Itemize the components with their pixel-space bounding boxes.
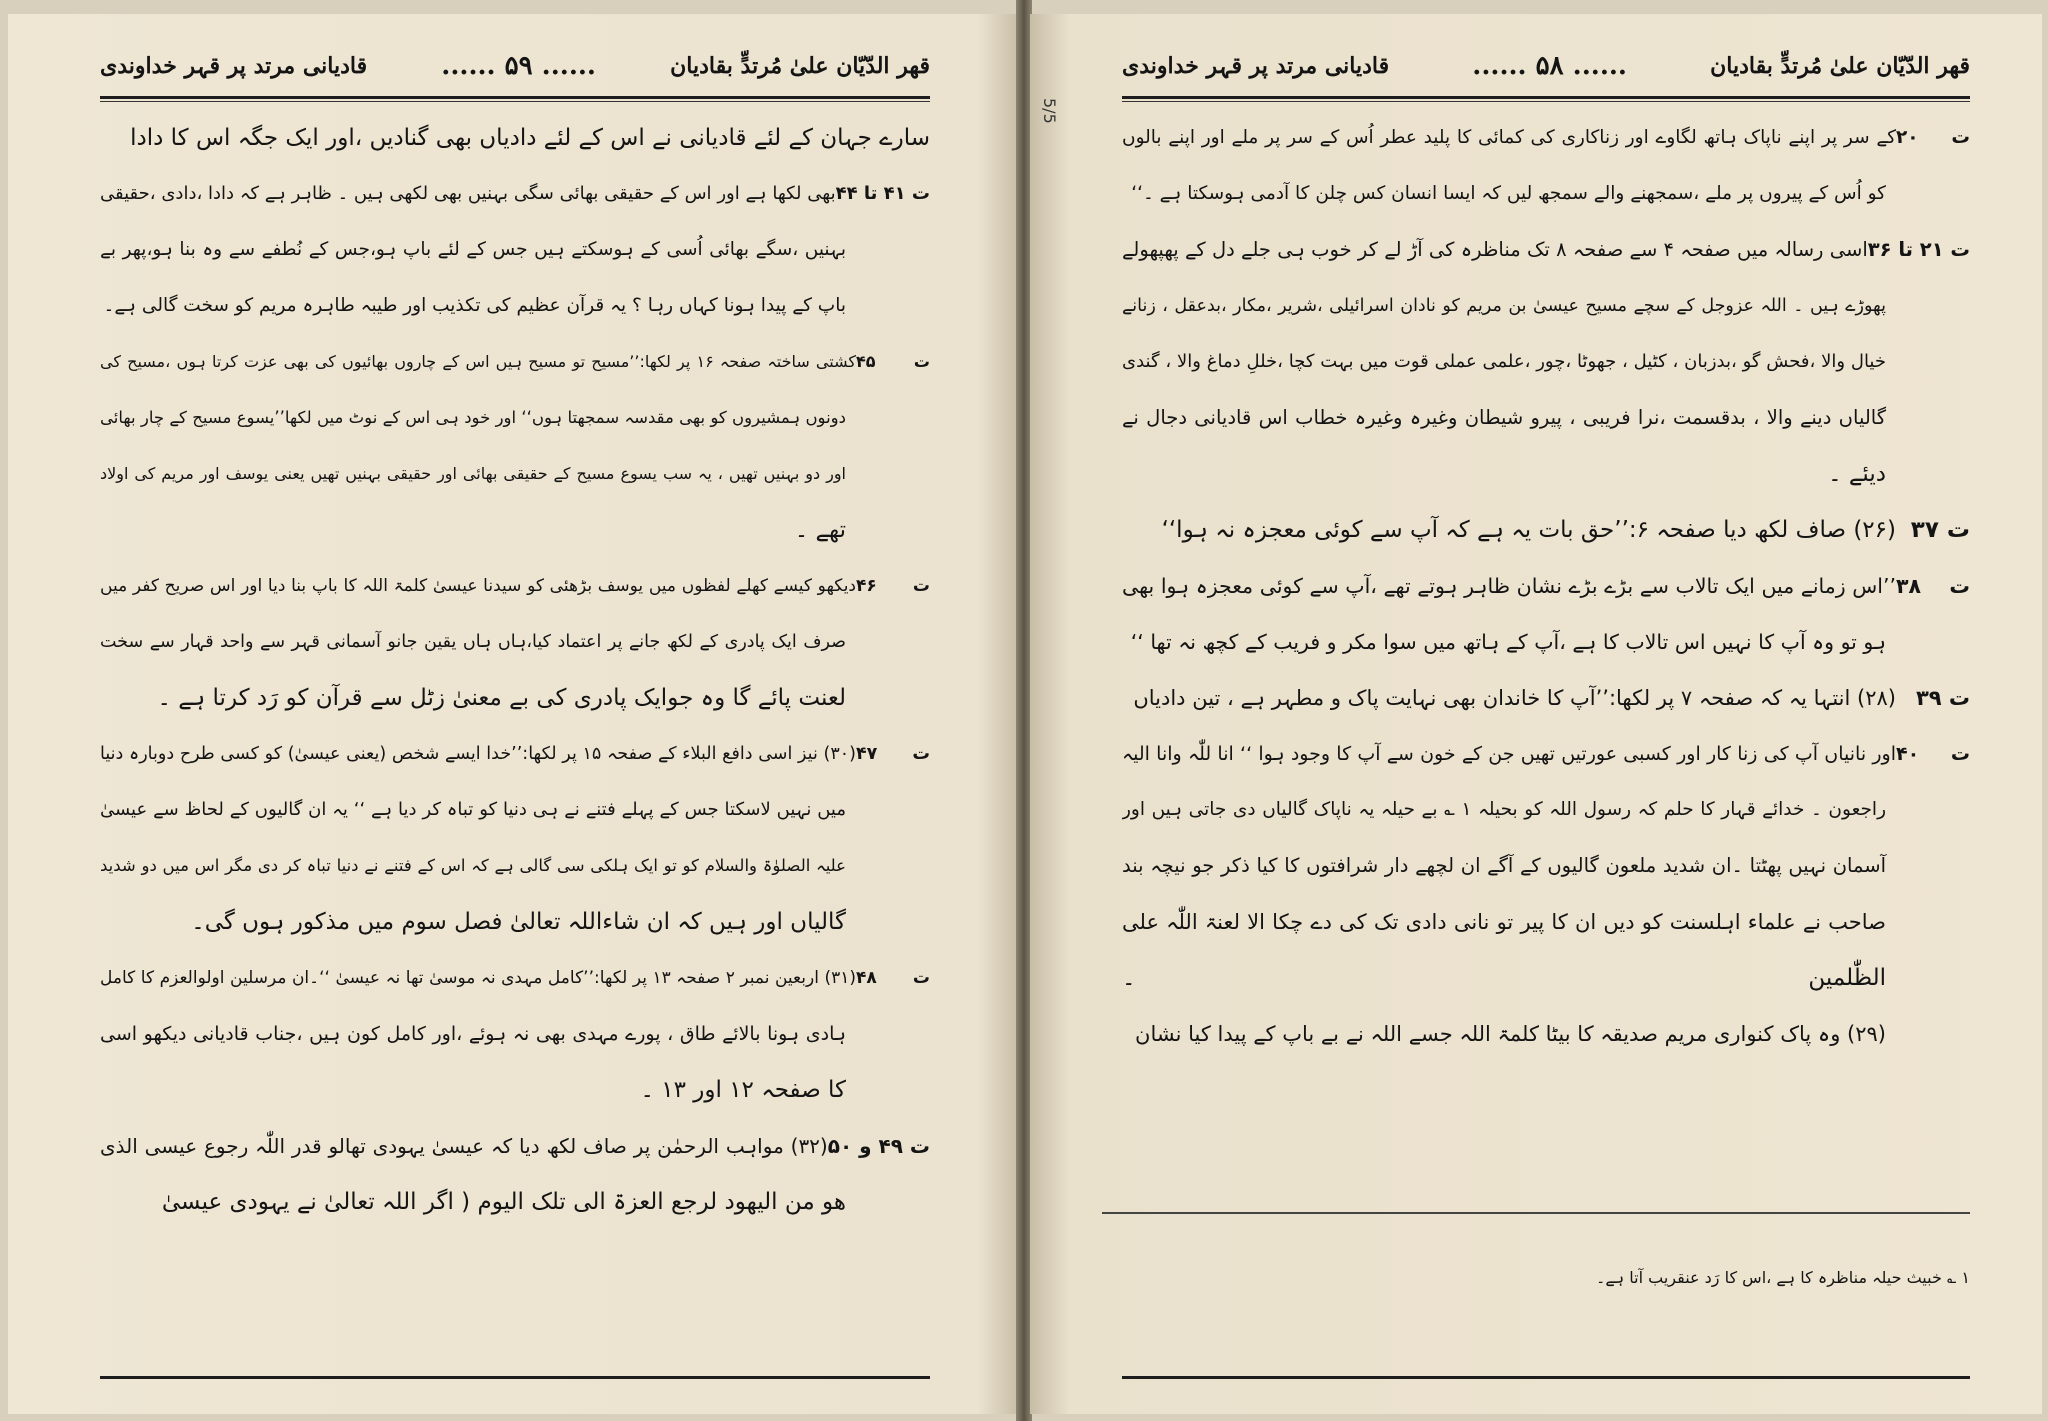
page-59 (8, 14, 1018, 1414)
header-chapter-title: قادیانی مرتد پر قہر خداوندی (100, 53, 368, 79)
line-text: صاحب نے علماء اہلسنت کو دیں ان کا پیر تو نانی دادی تک کی دے چکا الا لعنۃ اللّٰہ علی (1122, 910, 1886, 934)
text-line (100, 166, 930, 222)
line-text: ہادی ہونا بالائے طاق ، پورے مہدی بھی نہ ہوئے ،اور کامل کون ہیں ،جناب قادیانی دیکھو اسی (100, 1023, 846, 1045)
reference-marker: ت ۳۸ (1896, 574, 1970, 598)
text-line (1122, 838, 1970, 894)
header-chapter-title: قادیانی مرتد پر قہر خداوندی (1122, 53, 1390, 79)
line-text: تھے ۔ (794, 517, 846, 543)
text-line (1122, 558, 1970, 614)
text-line (100, 670, 930, 726)
line-text: (۲۸) انتہا یہ کہ صفحہ ۷ پر لکھا:’’آپ کا خاندان بھی نہایت پاک و مطہر ہے ، تین دادیاں (1133, 686, 1896, 710)
text-line (100, 782, 930, 838)
text-line (100, 726, 930, 782)
reference-marker: ت ۴۹ و ۵۰ (827, 1134, 930, 1158)
line-text: صرف ایک پادری کے لکھ جانے پر اعتماد کیا،ہاں ہاں یقین جانو آسمانی قہر سے واحد قہار سے سخت (100, 632, 846, 652)
reference-marker: ت ۲۰ (1896, 127, 1970, 148)
footnote-rule (1102, 1212, 1970, 1215)
line-text: (۳۰) نیز اسی دافع البلاء کے صفحہ ۱۵ پر لکھا:’’خدا ایسے شخص (یعنی عیسیٰ) کو کسی طرح دوبارہ دنیا (100, 744, 856, 764)
text-line (100, 110, 930, 166)
line-text: دیکھو کیسے کھلے لفظوں میں یوسف بڑھئی کو سیدنا عیسیٰ کلمۃ اللہ کا باپ بنا دیا اور اس صریح کفر میں (100, 576, 856, 596)
text-line (100, 950, 930, 1006)
reference-marker: ت ۴۰ (1896, 743, 1970, 765)
footer-rule (1122, 1376, 1970, 1379)
reference-marker: ت ۴۸ (856, 968, 930, 988)
line-text: کشتی ساختہ صفحہ ۱۶ پر لکھا:’’مسیح تو مسیح ہیں اس کے چاروں بھائیوں کی بھی عزت کرتا ہوں ،مسیح کی (100, 352, 856, 371)
text-line (100, 334, 930, 390)
reference-marker: ت ۲۱ تا ۳۶ (1867, 238, 1970, 261)
text-line (100, 278, 930, 334)
text-line (1122, 502, 1970, 558)
line-text: گالیاں دینے والا ، بدقسمت ،نرا فریبی ، پیرو شیطان وغیرہ وغیرہ خطاب اس قادیانی دجال نے (1122, 406, 1886, 429)
line-text: راجعون ۔ خدائے قہار کا حلم کہ رسول اللہ کو بحیلہ ۱ ؎ بے حیلہ یہ ناپاک گالیاں دی جاتی ہیں اور (1122, 799, 1887, 820)
text-line (1122, 726, 1970, 782)
line-text: دونوں ہمشیروں کو بھی مقدسہ سمجھتا ہوں‘‘ اور خود ہی اس کے نوٹ میں لکھا’’یسوع مسیح کے چار بھائی (100, 408, 846, 427)
footnote: ۱ ؎ خبیث حیلہ مناظرہ کا ہے ،اس کا رَد عنقریب آتا ہے۔ (1596, 1268, 1970, 1287)
text-line (1122, 446, 1970, 502)
line-text: خیال والا ،فحش گو ،بدزبان ، کٹیل ، جھوٹا ،چور ،علمی عملی قوت میں بہت کچا ،خللِ دماغ والا ، گندی (1122, 351, 1886, 372)
line-text: (۲۶) صاف لکھ دیا صفحہ ۶:’’حق بات یہ ہے کہ آپ سے کوئی معجزہ نہ ہوا‘‘ (1161, 517, 1896, 543)
text-line (100, 1006, 930, 1062)
line-text: لعنت پائے گا وہ جوایک پادری کی بے معنیٰ زٹل سے قرآن کو رَد کرتا ہے ۔ (157, 685, 846, 711)
text-line (1122, 390, 1970, 446)
line-text: کو اُس کے پیروں پر ملے ،سمجھنے والے سمجھ لیں کہ ایسا انسان کس چلن کا آدمی ہوسکتا ہے ۔‘‘ (1131, 183, 1886, 204)
text-line (1122, 166, 1970, 222)
text-line (100, 894, 930, 950)
line-text: سارے جہان کے لئے قادیانی نے اس کے لئے دادیاں بھی گنادیں ،اور ایک جگہ اس کا دادا (130, 125, 930, 151)
page-58 (1030, 14, 2042, 1414)
text-line (1122, 278, 1970, 334)
line-text: دیئے ۔ (1828, 461, 1886, 487)
line-text: کا صفحہ ۱۲ اور ۱۳ ۔ (640, 1077, 846, 1103)
line-text: پھوڑے ہیں ۔ اللہ عزوجل کے سچے مسیح عیسیٰ بن مریم کو نادان اسرائیلی ،شریر ،مکار ،بدعقل ، زنانے (1122, 296, 1886, 316)
line-text: بھی لکھا ہے اور اس کے حقیقی بھائی سگی بہنیں بھی لکھی ہیں ۔ ظاہر ہے کہ دادا ،دادی ،حقیقی (100, 183, 836, 204)
line-text: (۲۹) وہ پاک کنواری مریم صدیقہ کا بیٹا کلمۃ اللہ جسے اللہ نے بے باپ کے پیدا کیا نشان (1135, 1022, 1886, 1046)
text-line (100, 614, 930, 670)
text-line (1122, 670, 1970, 726)
reference-marker: ت ۴۶ (856, 576, 930, 596)
text-line (100, 390, 930, 446)
line-text: (۳۲) مواہب الرحمٰن پر صاف لکھ دیا کہ عیسیٰ یہودی تھالو قدر اللّٰہ رجوع عیسی الذی (100, 1134, 828, 1158)
footer-rule (100, 1376, 930, 1379)
text-line (1122, 1006, 1970, 1062)
reference-marker: ت ۴۵ (856, 352, 930, 371)
text-line (100, 1118, 930, 1174)
line-text: علیہ الصلوٰۃ والسلام کو تو ایک ہلکی سی گالی ہے کہ اس کے فتنے نے دنیا تباہ کر دی مگر اس میں دو شدید (100, 856, 846, 875)
header-rule (1122, 96, 1970, 99)
line-text: اور دو بہنیں تھیں ، یہ سب یسوع مسیح کے حقیقی بھائی اور حقیقی بہنیں تھیں یعنی یوسف اور مریم کی اولاد (100, 464, 846, 483)
line-text: باپ کے پیدا ہونا کہاں رہا ؟ یہ قرآن عظیم کی تکذیب اور طیبہ طاہرہ مریم کو سخت گالی ہے۔ (103, 295, 846, 316)
reference-marker: ت ۴۱ تا ۴۴ (835, 183, 930, 204)
page-number: ...... ۵۸ ...... (1472, 51, 1627, 81)
text-line (100, 1174, 930, 1230)
text-line (100, 502, 930, 558)
page-number: ...... ۵۹ ...... (441, 51, 596, 81)
line-text: ہو تو وہ آپ کا نہیں اس تالاب کا ہے ،آپ کے ہاتھ میں سوا مکر و فریب کے کچھ نہ تھا ‘‘ (1130, 630, 1886, 654)
line-text: ھو من الیھود لرجع العزۃ الی تلک الیوم ( اگر اللہ تعالیٰ نے یہودی عیسیٰ (161, 1189, 846, 1215)
reference-marker: ت ۳۹ (1915, 686, 1970, 710)
text-line (1122, 334, 1970, 390)
line-text: ’’اس زمانے میں ایک تالاب سے بڑے بڑے نشان ظاہر ہوتے تھے ،آپ سے کوئی معجزہ ہوا بھی (1122, 574, 1896, 598)
text-line (100, 222, 930, 278)
page-body (1122, 110, 1970, 1062)
text-line (1122, 782, 1970, 838)
text-line (100, 558, 930, 614)
text-line (100, 838, 930, 894)
line-text: الظّٰلمین ۔ (1122, 965, 1886, 991)
header-rule (100, 96, 930, 99)
header-book-title: قھر الدّیّان علیٰ مُرتدٍّ بقادیان (670, 53, 930, 79)
page-header (1122, 42, 1970, 90)
reference-marker: ت ۳۷ (1910, 517, 1970, 543)
line-text: اسی رسالہ میں صفحہ ۴ سے صفحہ ۸ تک مناظرہ کی آڑ لے کر خوب ہی جلے دل کے پھپھولے (1122, 238, 1868, 261)
line-text: کے سر پر اپنے ناپاک ہاتھ لگاوے اور زناکاری کی کمائی کا پلید عطر اُس کے سر پر ملے اور اپنے بالوں (1122, 127, 1896, 148)
line-text: بہنیں ،سگے بھائی اُسی کے ہوسکتے ہیں جس کے لئے باپ ہو،جس کے نُطفے سے وہ بنا ہو،پھر بے (100, 239, 846, 260)
line-text: (۳۱) اربعین نمبر ۲ صفحہ ۱۳ پر لکھا:’’کامل مہدی نہ موسیٰ تھا نہ عیسیٰ ‘‘۔ان مرسلین اولوالعزم کا کامل (100, 968, 856, 988)
text-line (100, 1062, 930, 1118)
text-line (1122, 950, 1970, 1006)
text-line (1122, 614, 1970, 670)
line-text: آسمان نہیں پھٹتا ۔ان شدید ملعون گالیوں کے آگے ان لچھے دار شرافتوں کا کیا ذکر جو نیچہ بند (1122, 854, 1886, 877)
header-book-title: قھر الدّیّان علیٰ مُرتدٍّ بقادیان (1710, 53, 1970, 79)
line-text: میں نہیں لاسکتا جس کے پہلے فتنے نے ہی دنیا کو تباہ کر دیا ہے ‘‘ یہ ان گالیوں کے لحاظ سے عیسیٰ (100, 799, 846, 820)
page-header (100, 42, 930, 90)
text-line (1122, 222, 1970, 278)
text-line (100, 446, 930, 502)
line-text: گالیاں اور ہیں کہ ان شاءاللہ تعالیٰ فصل سوم میں مذکور ہوں گی۔ (191, 909, 846, 935)
page-body (100, 110, 930, 1230)
text-line (1122, 894, 1970, 950)
reference-marker: ت ۴۷ (856, 744, 930, 764)
text-line (1122, 110, 1970, 166)
line-text: اور نانیاں آپ کی زنا کار اور کسبی عورتیں تھیں جن کے خون سے آپ کا وجود ہوا ‘‘ انا للّٰہ وانا الیہ (1122, 743, 1896, 765)
margin-mark: 5/5 (1040, 98, 1059, 124)
